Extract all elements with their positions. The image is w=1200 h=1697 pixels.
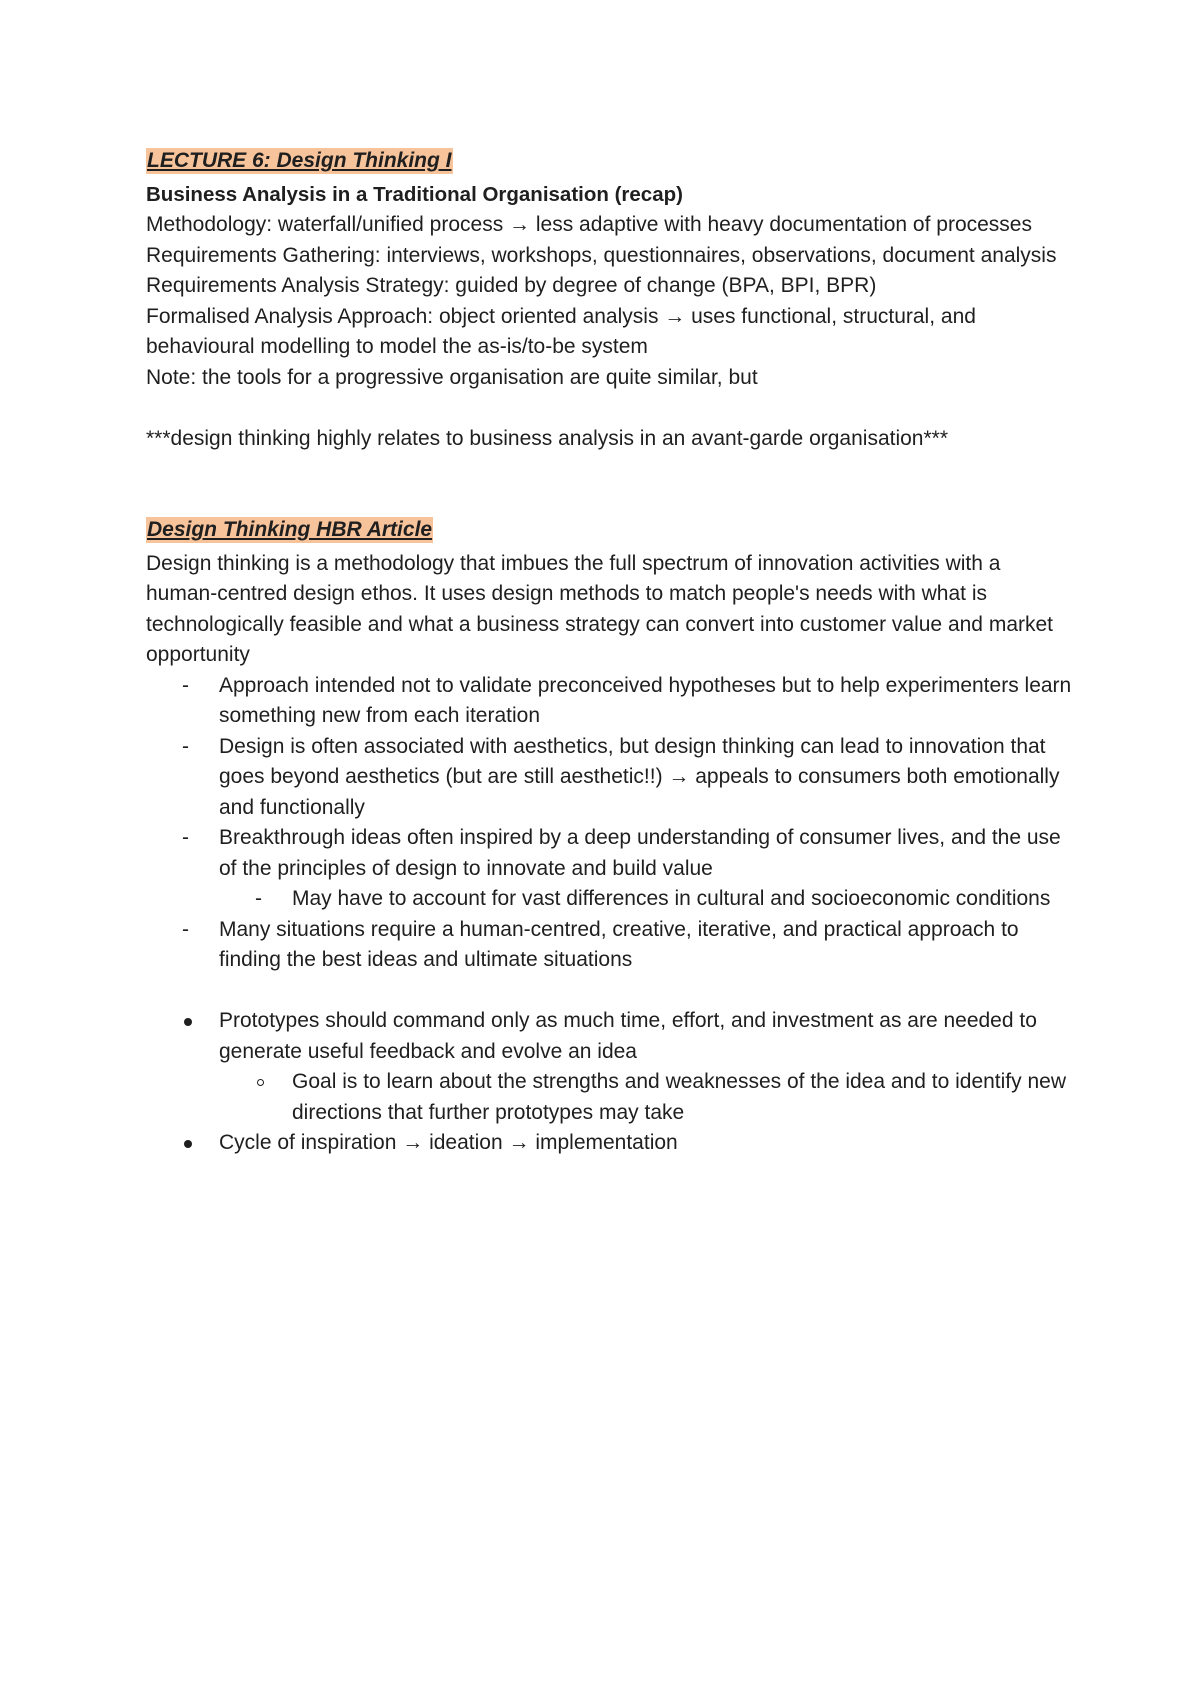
dash-marker: - (182, 734, 189, 758)
list-item-text: Goal is to learn about the strengths and weaknesses of the idea and to identify new directions that further prototypes may take (292, 1070, 1066, 1124)
nested-dash-list (219, 884, 1076, 915)
hbr-heading-block (146, 515, 1076, 546)
recap-line-approach: Formalised Analysis Approach: object oriented analysis → uses functional, structural, and behavioural modelling to model the as-is/to-be system (146, 304, 976, 358)
list-item-text: Approach intended not to validate preconceived hypotheses but to help experimenters learn something new from each iteration (219, 673, 1072, 727)
dash-list (146, 671, 1076, 976)
spacer (146, 393, 1076, 424)
recap-line-gathering: Requirements Gathering: interviews, workshops, questionnaires, observations, document analysis (146, 243, 1057, 267)
dash-marker: - (255, 887, 262, 910)
recap-line-note: Note: the tools for a progressive organisation are quite similar, but (146, 365, 758, 389)
hbr-intro: Design thinking is a methodology that imbues the full spectrum of innovation activities with a human-centred design ethos. It uses design methods to match people's needs with what is technologically feasible and what a business strategy can convert into customer value and market opportunity (146, 551, 1053, 666)
list-item (146, 732, 1076, 824)
list-item-text: Design is often associated with aesthetics, but design thinking can lead to innovation that goes beyond aesthetics (but are still aesthetic!!) → appeals to consumers both emotionally and functionally (219, 734, 1060, 819)
list-item (146, 1128, 1076, 1159)
list-item (146, 1006, 1076, 1128)
list-item (146, 671, 1076, 732)
bullet-dot-icon (184, 1018, 192, 1026)
list-item (219, 884, 1076, 915)
list-item-text: Prototypes should command only as much time, effort, and investment as are needed to generate useful feedback and evolve an idea (219, 1009, 1037, 1063)
nested-bullet-list (219, 1067, 1076, 1128)
lecture-title-block (146, 146, 1076, 177)
bullet-circle-icon (257, 1079, 264, 1086)
list-item-text: Cycle of inspiration → ideation → implementation (219, 1131, 678, 1154)
list-item (219, 1067, 1076, 1128)
list-item-text: Many situations require a human-centred, creative, iterative, and practical approach to finding the best ideas and ultimate situations (219, 917, 1019, 971)
spacer (146, 976, 1076, 1007)
recap-emphasis: ***design thinking highly relates to business analysis in an avant-garde organisation*** (146, 426, 948, 450)
bullet-dot-icon (184, 1140, 192, 1148)
dash-marker: - (182, 826, 189, 849)
recap-line-methodology: Methodology: waterfall/unified process → less adaptive with heavy documentation of processes (146, 213, 1032, 236)
list-item (146, 823, 1076, 915)
document-page (146, 146, 1076, 1159)
spacer (146, 454, 1076, 515)
hbr-heading: Design Thinking HBR Article (147, 518, 433, 541)
list-item (146, 915, 1076, 976)
recap-heading: Business Analysis in a Traditional Organisation (recap) (146, 182, 683, 206)
list-item-text: May have to account for vast differences in cultural and socioeconomic conditions (292, 887, 1051, 910)
dash-marker: - (182, 917, 189, 941)
list-item-text: Breakthrough ideas often inspired by a deep understanding of consumer lives, and the use of the principles of design to innovate and build value (219, 826, 1061, 880)
bullet-list (146, 1006, 1076, 1159)
dash-marker: - (182, 673, 189, 697)
recap-line-strategy: Requirements Analysis Strategy: guided by degree of change (BPA, BPI, BPR) (146, 274, 877, 297)
lecture-title: LECTURE 6: Design Thinking I (147, 149, 452, 172)
